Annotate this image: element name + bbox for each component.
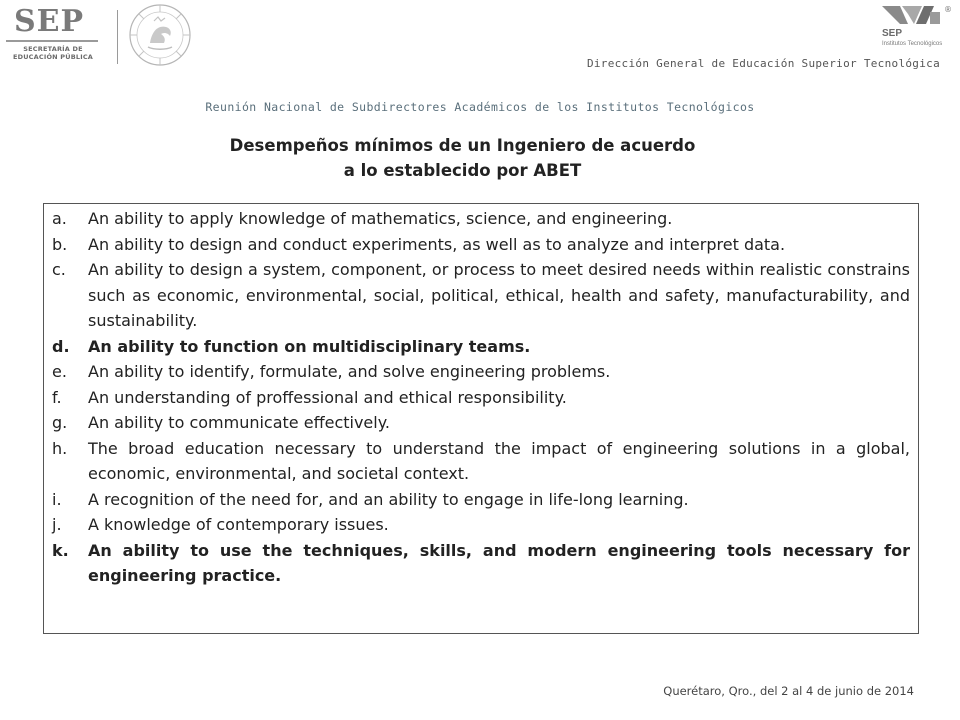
coat-of-arms-seal-icon [128,3,192,67]
list-item [44,334,918,360]
list-item-text: A recognition of the need for, and an ability to engage in life-long learning. [88,489,689,509]
list-item-text: A knowledge of contemporary issues. [88,515,389,534]
page-title [0,133,925,183]
tecnologicos-logo-mark-icon [882,6,940,24]
tecnologicos-logo-subtitle: Institutos Tecnológicos [882,41,943,47]
list-item-label: g. [52,413,68,432]
list-item [44,206,918,232]
list-item [44,512,918,538]
list-item-label: k. [52,540,69,560]
outcomes-box [43,203,919,634]
list-item-text: An ability to apply knowledge of mathematics, science, and engineering. [88,209,673,228]
page-title-line2: a lo establecido por ABET [343,161,582,180]
sep-logo-line2: EDUCACIÓN PÚBLICA [12,53,94,61]
list-item-label: c. [52,260,66,279]
list-item-text: An ability to design a system, component, or process to meet desired needs within realistic constrains such as economic, environmental, social, political, ethical, health and safety, manufacturability, and sustainability. [88,260,910,330]
registered-mark: ® [944,5,952,14]
list-item-text: An understanding of proffessional and ethical responsibility. [88,387,567,407]
list-item-text: The broad education necessary to understand the impact of engineering solutions in a global, economic, environmental, and societal context. [88,438,910,483]
list-item-label: d. [52,336,70,356]
list-item [44,487,918,513]
outcomes-list [44,206,918,589]
header-divider [117,10,118,64]
list-item-text: An ability to communicate effectively. [88,413,390,432]
list-item [44,436,918,487]
list-item-text: An ability to design and conduct experiments, as well as to analyze and interpret data. [88,234,786,254]
list-item [44,385,918,411]
list-item-text: An ability to identify, formulate, and solve engineering problems. [88,362,611,381]
list-item-label: f. [52,387,62,407]
sep-logo-rule [6,40,98,42]
sep-logo-word: SEP [13,4,85,39]
list-item [44,232,918,258]
page-title-line1: Desempeños mínimos de un Ingeniero de acuerdo [229,136,696,155]
list-item-label: a. [52,209,67,228]
list-item-label: i. [52,489,62,509]
list-item-text: An ability to use the techniques, skills, and modern engineering tools necessary for engineering practice. [88,540,910,585]
tecnologicos-logo-word: SEP [882,28,903,39]
list-item [44,359,918,385]
list-item-label: e. [52,362,67,381]
directorate-title: Dirección General de Educación Superior Tecnológica [586,57,940,70]
tecnologicos-logo [878,2,954,48]
list-item [44,410,918,436]
list-item-label: j. [52,515,62,534]
list-item-text: An ability to function on multidisciplinary teams. [88,336,531,356]
meeting-title: Reunión Nacional de Subdirectores Académicos de los Institutos Tecnológicos [205,100,755,114]
list-item-label: b. [52,234,68,254]
footer-location-date: Querétaro, Qro., del 2 al 4 de junio de 2014 [663,684,914,698]
list-item [44,538,918,589]
list-item [44,257,918,334]
sep-logo-line1: SECRETARÍA DE [23,45,83,53]
list-item-label: h. [52,438,68,458]
